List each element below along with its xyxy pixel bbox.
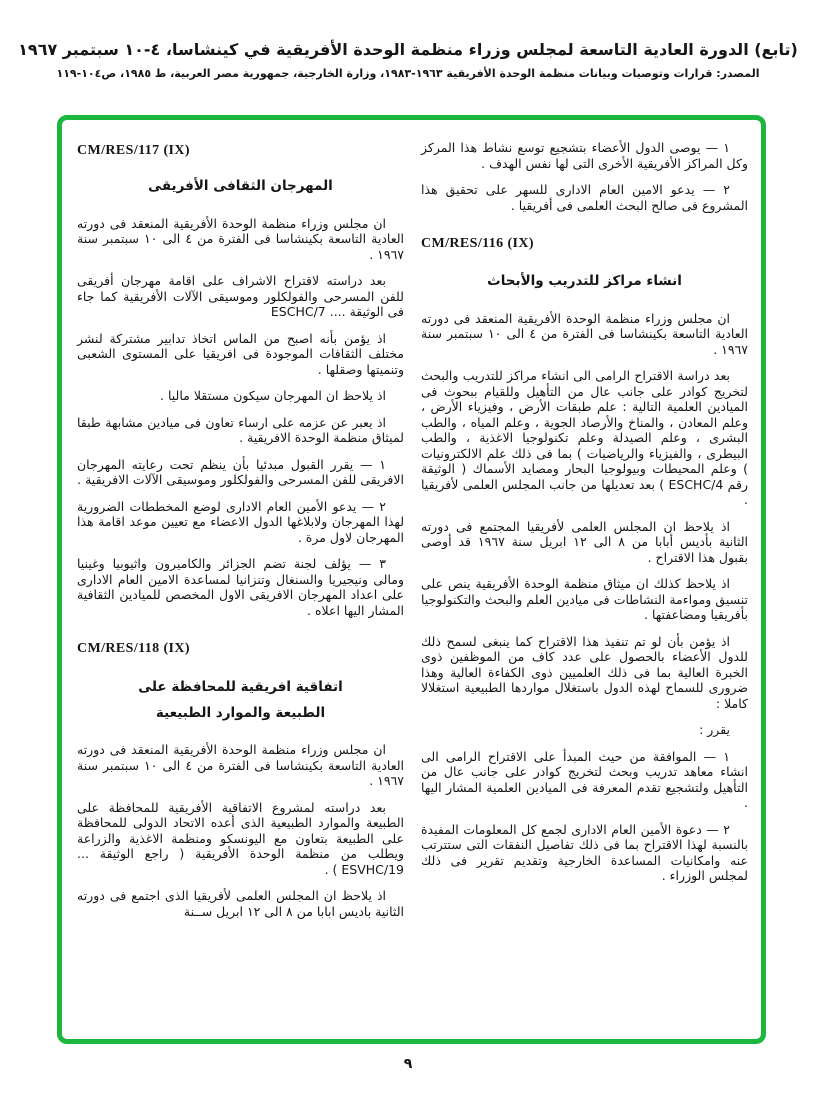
- res117-preamble-proposal: بعد دراسته لاقتراح الاشراف على اقامة مهرجان أفريقى للفن المسرحى والفولكلور وموسيقى الآلات الأفريقية كما جاء فى الوثيقة .... ESCHC/7: [77, 273, 404, 320]
- page-header: [0, 40, 816, 80]
- res117-preamble-cooperation: اذ يعبر عن عزمه على ارساء تعاون فى ميادين مشابهة طبقا لميثاق منظمة الوحدة الافريقية .: [77, 414, 404, 446]
- res117-preamble-finance: اذ يلاحظ ان المهرجان سيكون مستقلا ماليا .: [160, 388, 386, 404]
- res116-preamble-proposal: بعد دراسة الاقتراح الرامى الى انشاء مراكز للتدريب والبحث لتخريج كوادر على جانب عال من التأهيل وللقيام ببحوث فى الميادين العلمية التالية : علم طبقات الأرض ، وفيزياء الأرض ، وعلم المعادن ، والمناخ والأرصاد الجوية ، وعلم المياه ، والطب البشرى ، وعلم الصيدلة وعلم تكنولوجيا الاغذية ، والطب البيطرى ، والفيزياء والرياضيات ) بما فى ذلك علم الالكترونيات ) وعلم المحيطات وبيولوجيا البحار ومصايد الأسماك ( الوثيقة رقم ESCHC/4 ) بعد تعديلها من جانب المجلس العلمى لأفريقيا .: [421, 368, 749, 508]
- res116-title: [443, 268, 726, 294]
- res118-title: [99, 674, 382, 727]
- res116-code: CM/RES/116 (IX): [421, 236, 534, 251]
- page-number: ٩: [403, 1056, 413, 1072]
- res115-item-2: ٢ — يدعو الامين العام الادارى للسهر على تحقيق هذا المشروع فى صالح البحث العلمى فى أفريقيا .: [421, 182, 748, 213]
- header-title: (تابع) الدورة العادية التاسعة لمجلس وزراء منظمة الوحدة الأفريقية في كينشاسا، ٤-١٠ سبتمبر ١٩٦٧: [18, 40, 798, 59]
- green-frame: [57, 115, 766, 1044]
- header-source-line: المصدر: قرارات وتوصيات وبيانات منظمة الوحدة الأفريقية ١٩٦٣-١٩٨٣، وزارة الخارجية، جمهورية مصر العربية، ط ١٩٨٥، ص١٠٤-١١٩: [56, 67, 760, 80]
- res116-title-line: انشاء مراكز للتدريب والأبحاث: [487, 273, 682, 290]
- res116-item-2: ٢ — دعوة الأمين العام الادارى لجمع كل المعلومات المفيدة بالنسبة لهذا الاقتراح بما فى ذلك تفاصيل النفقات التى ستترتب عنه وامكانيات المساعدة الخارجية وتقديم تقرير فى ذلك لمجلس الوزراء .: [421, 821, 748, 884]
- res117-preamble-belief: اذ يؤمن بأنه اصبح من الماس اتخاذ تدابير مشتركة لنشر مختلف الثقافات الموجودة فى افريقيا على المستوى الشعبى وتنميتها وصقلها .: [77, 330, 404, 377]
- res116-item-1: ١ — الموافقة من حيث المبدأ على الاقتراح الرامى الى انشاء معاهد تدريب وبحث لتخريج كوادر على جانب عال من التأهيل ولتشجيع تقدم المعرفة فى الميادين العلمية المشار اليها .: [421, 748, 748, 811]
- res115-item-1: ١ — يوصى الدول الأعضاء بتشجيع توسع نشاط هذا المركز وكل المراكز الأفريقية الأخرى التى لها نفس الهدف .: [421, 140, 748, 171]
- res117-code: CM/RES/117 (IX): [77, 143, 190, 158]
- res117-preamble-session: ان مجلس وزراء منظمة الوحدة الأفريقية المنعقد فى دورته العادية التاسعة بكينشاسا فى الفترة من ٤ الى ١٠ سبتمبر سنة ١٩٦٧ .: [77, 215, 405, 262]
- column-right: [421, 140, 748, 1039]
- res118-preamble-session: ان مجلس وزراء منظمة الوحدة الأفريقية المنعقد فى دورته العادية التاسعة بكينشاسا فى الفترة من ٤ الى ١٠ سبتمبر سنة ١٩٦٧ .: [77, 742, 405, 789]
- res118-code: CM/RES/118 (IX): [77, 641, 190, 657]
- res116-preamble-charter: اذ يلاحظ كذلك ان ميثاق منظمة الوحدة الأفريقية ينص على تنسيق ومواءمة النشاطات فى ميادين العلم والبحث والتكنولوجيا بأفريقيا ومضاعفتها .: [421, 576, 748, 623]
- res116-preamble-council: اذ يلاحظ ان المجلس العلمى لأفريقيا المجتمع فى دورته الثانية بأديس أبابا من ٨ الى ١٢ ابريل سنة ١٩٦٧ قد أوصى بقبول هذا الاقتراح .: [421, 518, 748, 565]
- res118-preamble-draft: بعد دراسته لمشروع الاتفاقية الأفريقية للمحافظة على الطبيعة والموارد الطبيعية الذى أعده الاتحاد الدولى للمحافظة على الطبيعة بتعاون مع اليونسكو ومنظمة الاغذية والزراعة ويطلب من منظمة الوحدة الأفريقية ( راجع الوثيقة ... ESVHC/19 ) .: [77, 799, 404, 877]
- res117-title: [99, 173, 382, 199]
- column-left: [77, 140, 404, 1039]
- res118-preamble-council: اذ يلاحظ ان المجلس العلمى لأفريقيا الذى اجتمع فى دورته الثانية باديس ابابا من ٨ الى ١٢ ابريل ســنة: [77, 888, 404, 919]
- res117-item-2: ٢ — يدعو الأمين العام الادارى لوضع المخططات الضرورية لهذا المهرجان ولابلاغها الدول الاعضاء مع تعيين موعد اقامة هذا المهرجان لاول مرة .: [77, 498, 404, 545]
- res117-item-3: ٣ — يؤلف لجنة تضم الجزائر والكاميرون واثيوبيا وغينيا ومالى ونيجيريا والسنغال وتنزانيا لمساعدة الامين العام الادارى على اعداد المهرجان الافريقى الاول المخصص للميادين الثقافية المشار اليها اعلاه .: [77, 556, 404, 618]
- res116-preamble-belief: اذ يؤمن بأن لو تم تنفيذ هذا الاقتراح كما ينبغى لسمح ذلك للدول الأعضاء بالحصول على عدد كاف من الموظفين ذوى الخبرة العالية بما فى ذلك العلميين ذوى الكفاءة العالية وهذا ضرورى للسماح لهذه الدول باستغلال مواردها الطبيعية استغلالا كاملا :: [421, 633, 748, 711]
- res117-title-line: المهرجان الثقافى الأفريقى: [148, 178, 333, 195]
- res118-title-line: اتفاقية افريقية للمحافظة على: [138, 678, 343, 695]
- res116-decides: يقرر :: [699, 722, 730, 738]
- res118-title-line: الطبيعة والموارد الطبيعية: [155, 704, 326, 721]
- res116-preamble-session: ان مجلس وزراء منظمة الوحدة الأفريقية المنعقد فى دورته العادية التاسعة بكينشاسا فى الفترة من ٤ الى ١٠ سبتمبر سنة ١٩٦٧ .: [421, 310, 749, 357]
- res117-item-1: ١ — يقرر القبول مبدئيا بأن ينظم تحت رعايته المهرجان الافريقى للفن المسرحى والفولكلور وموسيقى الآلات الافريقية .: [77, 456, 404, 488]
